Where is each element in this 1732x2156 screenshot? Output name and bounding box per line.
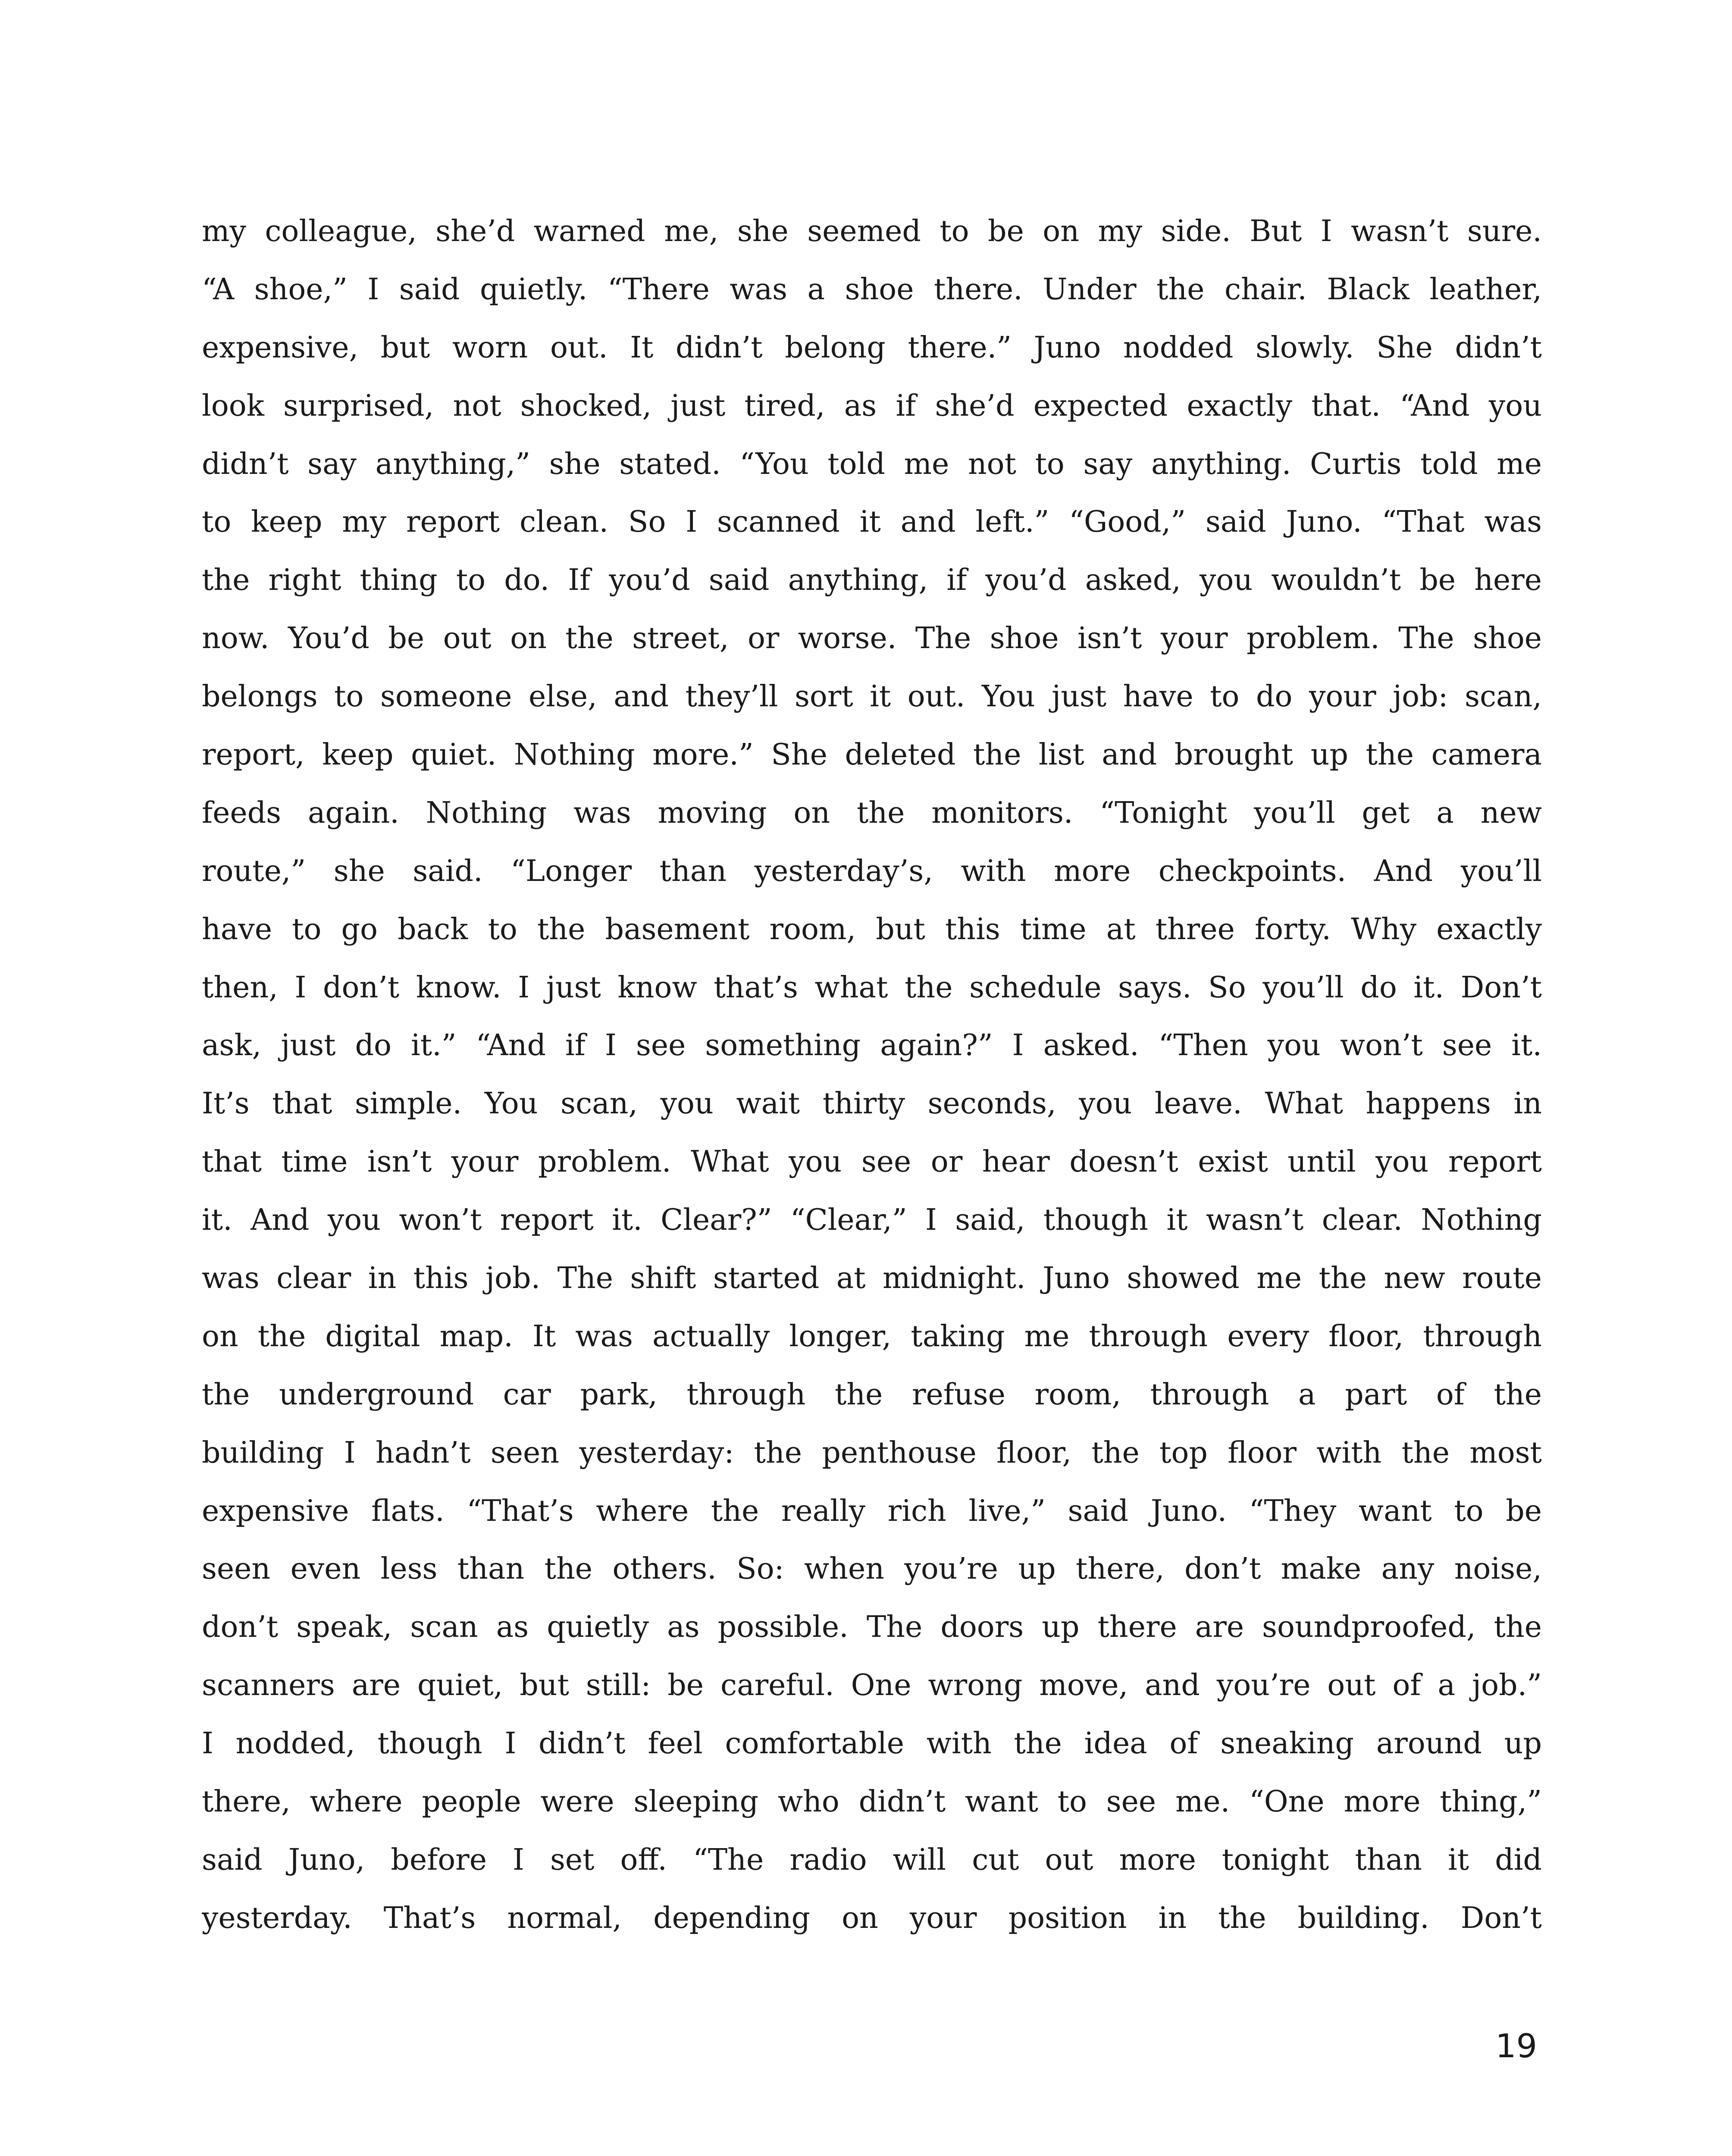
text-line: look surprised, not shocked, just tired, as if she’d expected exactly that. “And you	[202, 389, 1542, 423]
text-line: have to go back to the basement room, but this time at three forty. Why exactly	[202, 912, 1542, 946]
text-line: report, keep quiet. Nothing more.” She deleted the list and brought up the camera	[202, 738, 1542, 772]
text-line: “A shoe,” I said quietly. “There was a shoe there. Under the chair. Black leather,	[202, 272, 1542, 307]
text-line: expensive flats. “That’s where the really rich live,” said Juno. “They want to be	[202, 1494, 1542, 1528]
page-number: 19	[1495, 2027, 1537, 2065]
body-paragraph	[202, 203, 1542, 1948]
text-line: on the digital map. It was actually longer, taking me through every floor, through	[202, 1319, 1542, 1354]
text-line: the right thing to do. If you’d said anything, if you’d asked, you wouldn’t be here	[202, 563, 1542, 598]
text-line: said Juno, before I set off. “The radio will cut out more tonight than it did	[202, 1843, 1542, 1877]
text-line: there, where people were sleeping who didn’t want to see me. “One more thing,”	[202, 1785, 1542, 1819]
text-line: belongs to someone else, and they’ll sort it out. You just have to do your job: scan,	[202, 680, 1542, 714]
text-line: the underground car park, through the refuse room, through a part of the	[202, 1377, 1542, 1412]
text-line: feeds again. Nothing was moving on the monitors. “Tonight you’ll get a new	[202, 796, 1542, 830]
text-line: seen even less than the others. So: when you’re up there, don’t make any noise,	[202, 1552, 1542, 1586]
text-line: yesterday. That’s normal, depending on your position in the building. Don’t	[202, 1901, 1542, 1935]
text-line: scanners are quiet, but still: be careful. One wrong move, and you’re out of a job.”	[202, 1668, 1542, 1703]
text-line: route,” she said. “Longer than yesterday’s, with more checkpoints. And you’ll	[202, 854, 1542, 888]
text-line: building I hadn’t seen yesterday: the penthouse floor, the top floor with the most	[202, 1435, 1542, 1470]
text-line: ask, just do it.” “And if I see something again?” I asked. “Then you won’t see it.	[202, 1028, 1542, 1063]
text-line: now. You’d be out on the street, or worse. The shoe isn’t your problem. The shoe	[202, 621, 1542, 656]
text-line: I nodded, though I didn’t feel comfortable with the idea of sneaking around up	[202, 1727, 1542, 1761]
text-line: was clear in this job. The shift started at midnight. Juno showed me the new route	[202, 1261, 1542, 1296]
text-line: It’s that simple. You scan, you wait thirty seconds, you leave. What happens in	[202, 1087, 1542, 1121]
text-line: expensive, but worn out. It didn’t belong there.” Juno nodded slowly. She didn’t	[202, 330, 1542, 365]
text-line: that time isn’t your problem. What you see or hear doesn’t exist until you report	[202, 1145, 1542, 1179]
text-line: didn’t say anything,” she stated. “You told me not to say anything. Curtis told me	[202, 447, 1542, 481]
text-line: to keep my report clean. So I scanned it and left.” “Good,” said Juno. “That was	[202, 505, 1542, 539]
text-line: don’t speak, scan as quietly as possible. The doors up there are soundproofed, the	[202, 1610, 1542, 1645]
text-line: my colleague, she’d warned me, she seemed to be on my side. But I wasn’t sure.	[202, 214, 1542, 248]
text-line: it. And you won’t report it. Clear?” “Clear,” I said, though it wasn’t clear. Nothing	[202, 1203, 1542, 1238]
text-line: then, I don’t know. I just know that’s what the schedule says. So you’ll do it. Don’t	[202, 970, 1542, 1005]
